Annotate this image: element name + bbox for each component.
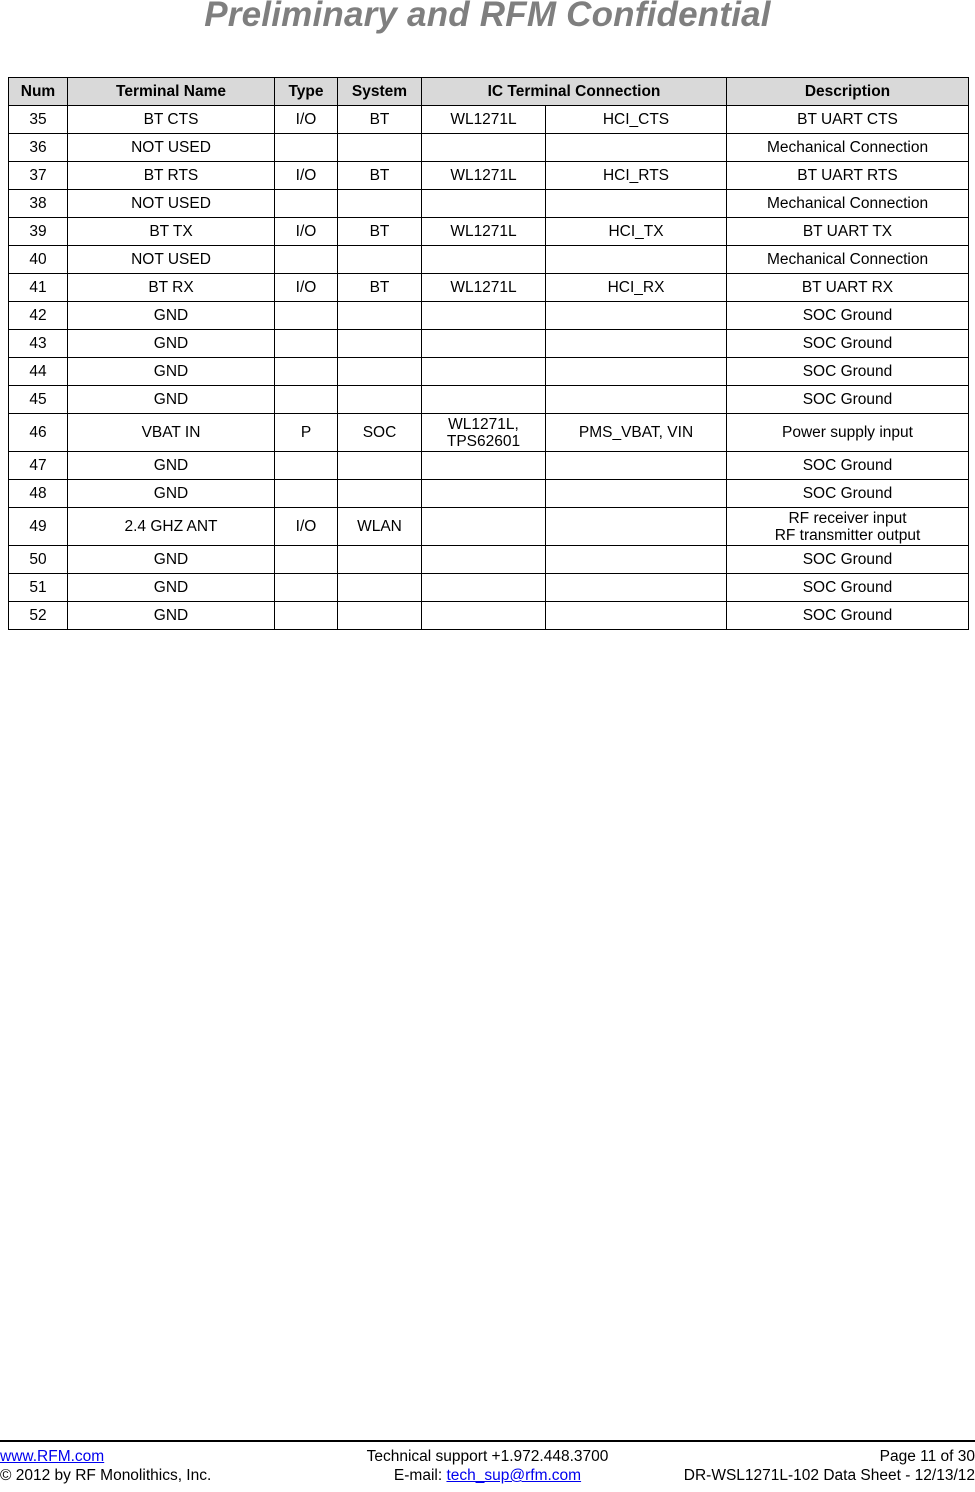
table-row [9, 546, 969, 574]
cell-ic-terminal: HCI_TX [546, 218, 727, 246]
cell-ic-name [422, 134, 546, 162]
cell-pin-num: 41 [9, 274, 68, 302]
cell-ic-terminal [546, 302, 727, 330]
cell-ic-name [422, 330, 546, 358]
page-title: Preliminary and RFM Confidential [204, 0, 771, 34]
table-row [9, 330, 969, 358]
cell-system [338, 546, 422, 574]
col-header-system: System [338, 78, 422, 106]
cell-ic-terminal: PMS_VBAT, VIN [546, 414, 727, 452]
cell-description: SOC Ground [727, 574, 969, 602]
cell-pin-num: 39 [9, 218, 68, 246]
table-row [9, 358, 969, 386]
table-row [9, 302, 969, 330]
cell-description: BT UART RTS [727, 162, 969, 190]
cell-pin-num: 50 [9, 546, 68, 574]
cell-ic-name [422, 480, 546, 508]
cell-system [338, 574, 422, 602]
cell-ic-name [422, 386, 546, 414]
table-row [9, 452, 969, 480]
cell-type [275, 602, 338, 630]
cell-terminal-name: GND [68, 386, 275, 414]
cell-ic-terminal [546, 452, 727, 480]
cell-pin-num: 49 [9, 508, 68, 546]
cell-ic-name [422, 574, 546, 602]
cell-description: SOC Ground [727, 358, 969, 386]
cell-system: BT [338, 218, 422, 246]
cell-type: I/O [275, 162, 338, 190]
cell-ic-name [422, 414, 546, 452]
cell-description-line-2: RF transmitter output [774, 526, 921, 544]
cell-type [275, 358, 338, 386]
cell-type [275, 386, 338, 414]
cell-description: SOC Ground [727, 546, 969, 574]
cell-ic-name: WL1271L [422, 274, 546, 302]
cell-terminal-name: GND [68, 452, 275, 480]
cell-ic-name: WL1271L [422, 218, 546, 246]
cell-type [275, 452, 338, 480]
cell-ic-terminal: HCI_RX [546, 274, 727, 302]
cell-type: I/O [275, 274, 338, 302]
cell-pin-num: 40 [9, 246, 68, 274]
cell-system [338, 480, 422, 508]
cell-description [727, 508, 969, 546]
cell-description: BT UART CTS [727, 106, 969, 134]
cell-description: Mechanical Connection [727, 246, 969, 274]
page-number: Page 11 of 30 [879, 1448, 975, 1465]
cell-system [338, 134, 422, 162]
cell-ic-terminal: HCI_RTS [546, 162, 727, 190]
cell-terminal-name: GND [68, 574, 275, 602]
table-row [9, 218, 969, 246]
cell-type [275, 574, 338, 602]
cell-pin-num: 42 [9, 302, 68, 330]
table-row [9, 480, 969, 508]
document-id: DR-WSL1271L-102 Data Sheet - 12/13/12 [683, 1467, 975, 1484]
cell-ic-name: WL1271L [422, 162, 546, 190]
table-row [9, 386, 969, 414]
cell-description: SOC Ground [727, 386, 969, 414]
cell-pin-num: 47 [9, 452, 68, 480]
cell-type: I/O [275, 106, 338, 134]
cell-terminal-name: GND [68, 602, 275, 630]
cell-terminal-name: BT CTS [68, 106, 275, 134]
cell-type: I/O [275, 508, 338, 546]
cell-description: SOC Ground [727, 302, 969, 330]
cell-terminal-name: BT RX [68, 274, 275, 302]
email-link[interactable]: tech_sup@rfm.com [446, 1467, 582, 1484]
table-row [9, 414, 969, 452]
cell-system: SOC [338, 414, 422, 452]
cell-pin-num: 38 [9, 190, 68, 218]
cell-description: SOC Ground [727, 452, 969, 480]
col-header-description: Description [727, 78, 969, 106]
cell-pin-num: 44 [9, 358, 68, 386]
cell-ic-terminal [546, 330, 727, 358]
cell-type [275, 246, 338, 274]
cell-system: WLAN [338, 508, 422, 546]
cell-terminal-name: GND [68, 546, 275, 574]
table-row [9, 134, 969, 162]
website-link[interactable]: www.RFM.com [0, 1448, 105, 1465]
cell-type [275, 330, 338, 358]
col-header-num: Num [9, 78, 68, 106]
table-row [9, 602, 969, 630]
cell-ic-name [422, 546, 546, 574]
cell-terminal-name: 2.4 GHZ ANT [68, 508, 275, 546]
cell-type [275, 302, 338, 330]
pin-table [8, 77, 969, 630]
table-row [9, 274, 969, 302]
cell-pin-num: 36 [9, 134, 68, 162]
table-header-row [9, 78, 969, 106]
cell-description: Mechanical Connection [727, 134, 969, 162]
cell-ic-name [422, 302, 546, 330]
cell-pin-num: 43 [9, 330, 68, 358]
support-phone: Technical support +1.972.448.3700 [366, 1448, 609, 1465]
cell-description: SOC Ground [727, 330, 969, 358]
cell-ic-name [422, 602, 546, 630]
cell-terminal-name: NOT USED [68, 190, 275, 218]
cell-pin-num: 51 [9, 574, 68, 602]
cell-ic-terminal [546, 602, 727, 630]
col-header-ic-terminal-connection: IC Terminal Connection [422, 78, 727, 106]
cell-description: SOC Ground [727, 480, 969, 508]
cell-terminal-name: BT RTS [68, 162, 275, 190]
cell-ic-terminal [546, 386, 727, 414]
cell-description-line-1: RF receiver input [788, 509, 907, 527]
cell-description: Power supply input [727, 414, 969, 452]
cell-ic-name [422, 452, 546, 480]
cell-system [338, 246, 422, 274]
cell-ic-name [422, 508, 546, 546]
cell-ic-terminal [546, 546, 727, 574]
cell-ic-terminal [546, 246, 727, 274]
cell-terminal-name: NOT USED [68, 246, 275, 274]
table-row [9, 106, 969, 134]
cell-type: P [275, 414, 338, 452]
footer-divider [0, 1440, 975, 1442]
cell-terminal-name: GND [68, 302, 275, 330]
cell-pin-num: 52 [9, 602, 68, 630]
cell-pin-num: 35 [9, 106, 68, 134]
table-row [9, 574, 969, 602]
cell-type [275, 546, 338, 574]
cell-system [338, 190, 422, 218]
cell-description: BT UART TX [727, 218, 969, 246]
cell-terminal-name: VBAT IN [68, 414, 275, 452]
copyright-text: © 2012 by RF Monolithics, Inc. [0, 1467, 212, 1484]
cell-system [338, 602, 422, 630]
cell-description: Mechanical Connection [727, 190, 969, 218]
cell-ic-terminal [546, 508, 727, 546]
cell-terminal-name: GND [68, 480, 275, 508]
cell-description: BT UART RX [727, 274, 969, 302]
table-row [9, 508, 969, 546]
table-row [9, 190, 969, 218]
cell-system: BT [338, 162, 422, 190]
cell-pin-num: 45 [9, 386, 68, 414]
table-row [9, 246, 969, 274]
cell-ic-terminal [546, 190, 727, 218]
cell-system [338, 358, 422, 386]
cell-type: I/O [275, 218, 338, 246]
cell-pin-num: 48 [9, 480, 68, 508]
cell-ic-name [422, 246, 546, 274]
cell-terminal-name: GND [68, 330, 275, 358]
cell-ic-name-line-1: WL1271L, [448, 415, 519, 433]
col-header-type: Type [275, 78, 338, 106]
cell-terminal-name: NOT USED [68, 134, 275, 162]
cell-pin-num: 46 [9, 414, 68, 452]
email-label: E-mail: [393, 1467, 447, 1484]
cell-system: BT [338, 106, 422, 134]
cell-terminal-name: GND [68, 358, 275, 386]
cell-ic-name-line-2: TPS62601 [446, 432, 521, 450]
cell-type [275, 480, 338, 508]
cell-system [338, 302, 422, 330]
cell-ic-name [422, 190, 546, 218]
col-header-terminal-name: Terminal Name [68, 78, 275, 106]
cell-system [338, 452, 422, 480]
cell-system [338, 330, 422, 358]
cell-type [275, 134, 338, 162]
cell-ic-terminal: HCI_CTS [546, 106, 727, 134]
cell-ic-terminal [546, 358, 727, 386]
cell-ic-terminal [546, 574, 727, 602]
cell-system: BT [338, 274, 422, 302]
cell-terminal-name: BT TX [68, 218, 275, 246]
cell-pin-num: 37 [9, 162, 68, 190]
cell-ic-terminal [546, 480, 727, 508]
cell-type [275, 190, 338, 218]
cell-ic-terminal [546, 134, 727, 162]
table-row [9, 162, 969, 190]
cell-ic-name [422, 358, 546, 386]
cell-system [338, 386, 422, 414]
cell-description: SOC Ground [727, 602, 969, 630]
cell-ic-name: WL1271L [422, 106, 546, 134]
